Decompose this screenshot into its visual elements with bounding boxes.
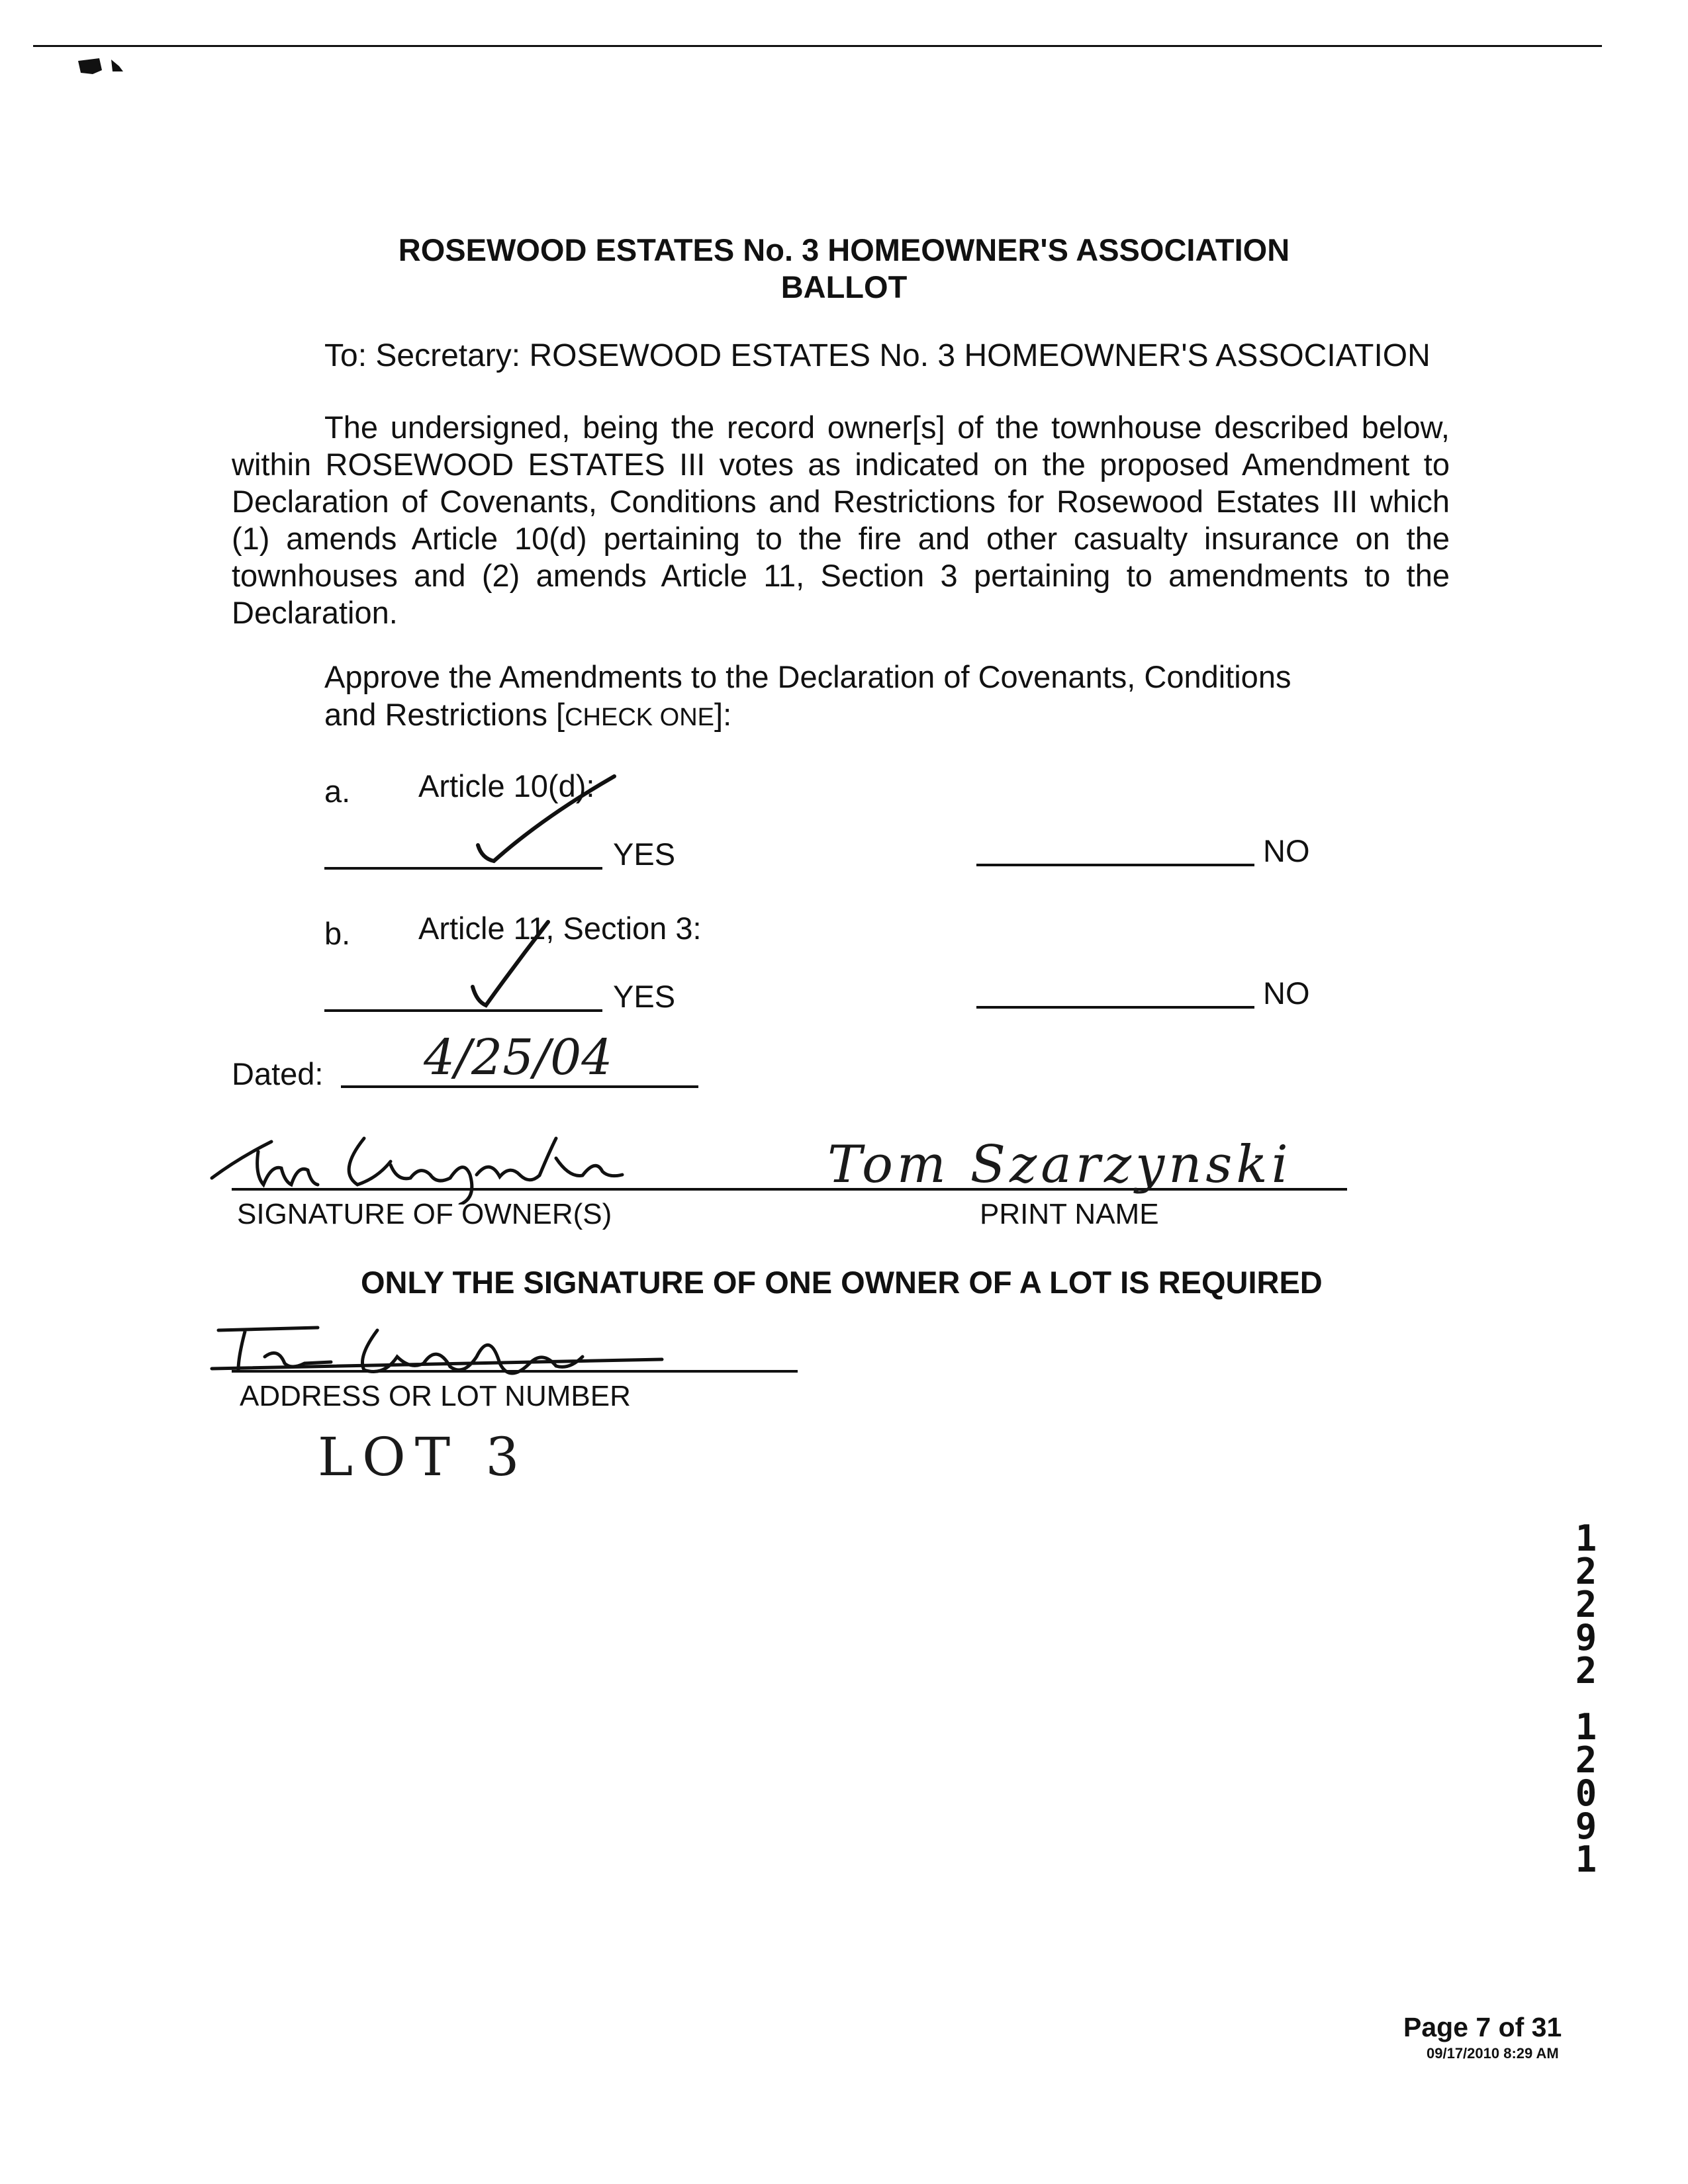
- side-digit: 1: [1575, 1839, 1597, 1880]
- side-stamp-number-top: [1566, 1518, 1606, 1692]
- signature-owner-label: SIGNATURE OF OWNER(S): [237, 1198, 612, 1230]
- item-b-label: Article 11, Section 3:: [418, 911, 702, 946]
- signature-notice: ONLY THE SIGNATURE OF ONE OWNER OF A LOT IS REQUIRED: [361, 1265, 1323, 1300]
- top-rule: [33, 45, 1602, 47]
- page-number: Page 7 of 31: [1403, 2012, 1562, 2042]
- approve-suffix: ]:: [714, 697, 732, 732]
- approve-prefix: and Restrictions [: [324, 697, 565, 732]
- intro-paragraph: The undersigned, being the record owner[s] of the townhouse described below, within ROSEWOOD ESTATES III votes as indicated on the proposed Amendment to Declaration of Covenants, Conditions and Restrictions for Rosewood Estates III which (1) amends Article 10(d) pertaining to the fire and other casualty insurance on the townhouses and (2) amends Article 11, Section 3 pertaining to amendments to the Declaration.: [232, 410, 1450, 630]
- address-value: LOT 3: [318, 1426, 529, 1488]
- side-digit: 9: [1575, 1805, 1597, 1847]
- owner-signature-image: [199, 1112, 662, 1205]
- item-b-no-label: NO: [1263, 976, 1310, 1011]
- side-digit: 0: [1575, 1772, 1597, 1814]
- print-name-value: Tom Szarzynski: [827, 1135, 1292, 1195]
- item-a-letter: a.: [324, 774, 351, 809]
- side-digit: 9: [1575, 1617, 1597, 1659]
- item-a-no-line[interactable]: [976, 864, 1254, 866]
- item-a-label: Article 10(d):: [418, 768, 595, 803]
- address-signature-scribble: [199, 1317, 675, 1390]
- scan-artifact-mark: [73, 54, 165, 94]
- item-b-letter: b.: [324, 916, 351, 951]
- address-label: ADDRESS OR LOT NUMBER: [240, 1380, 631, 1412]
- document-title: ROSEWOOD ESTATES No. 3 HOMEOWNER'S ASSOCIATION: [398, 232, 1290, 267]
- document-subtitle: BALLOT: [780, 269, 908, 304]
- approve-line-2: [324, 696, 731, 733]
- side-digit: 2: [1575, 1650, 1597, 1692]
- side-digit: 2: [1575, 1551, 1597, 1592]
- item-a-checkmark-icon: [463, 771, 622, 870]
- dated-label: Dated:: [232, 1056, 324, 1091]
- item-a-no-label: NO: [1263, 833, 1310, 868]
- footer-timestamp: 09/17/2010 8:29 AM: [1427, 2045, 1559, 2062]
- print-name-label: PRINT NAME: [980, 1198, 1159, 1230]
- side-digit: 2: [1575, 1584, 1597, 1625]
- item-b-checkmark-icon: [457, 917, 556, 1016]
- item-a-yes-label: YES: [613, 837, 676, 872]
- addressee-line: To: Secretary: ROSEWOOD ESTATES No. 3 HOMEOWNER'S ASSOCIATION: [324, 338, 1430, 373]
- dated-value: 4/25/04: [424, 1029, 613, 1086]
- approve-line-1: Approve the Amendments to the Declaration of Covenants, Conditions: [324, 659, 1291, 694]
- item-b-no-line[interactable]: [976, 1006, 1254, 1009]
- side-stamp-number-bottom: [1566, 1706, 1606, 1880]
- item-b-yes-label: YES: [613, 979, 676, 1014]
- check-one-label: CHECK ONE: [565, 704, 715, 731]
- side-digit: 2: [1575, 1739, 1597, 1781]
- side-digit: 1: [1575, 1518, 1597, 1559]
- side-digit: 1: [1575, 1706, 1597, 1748]
